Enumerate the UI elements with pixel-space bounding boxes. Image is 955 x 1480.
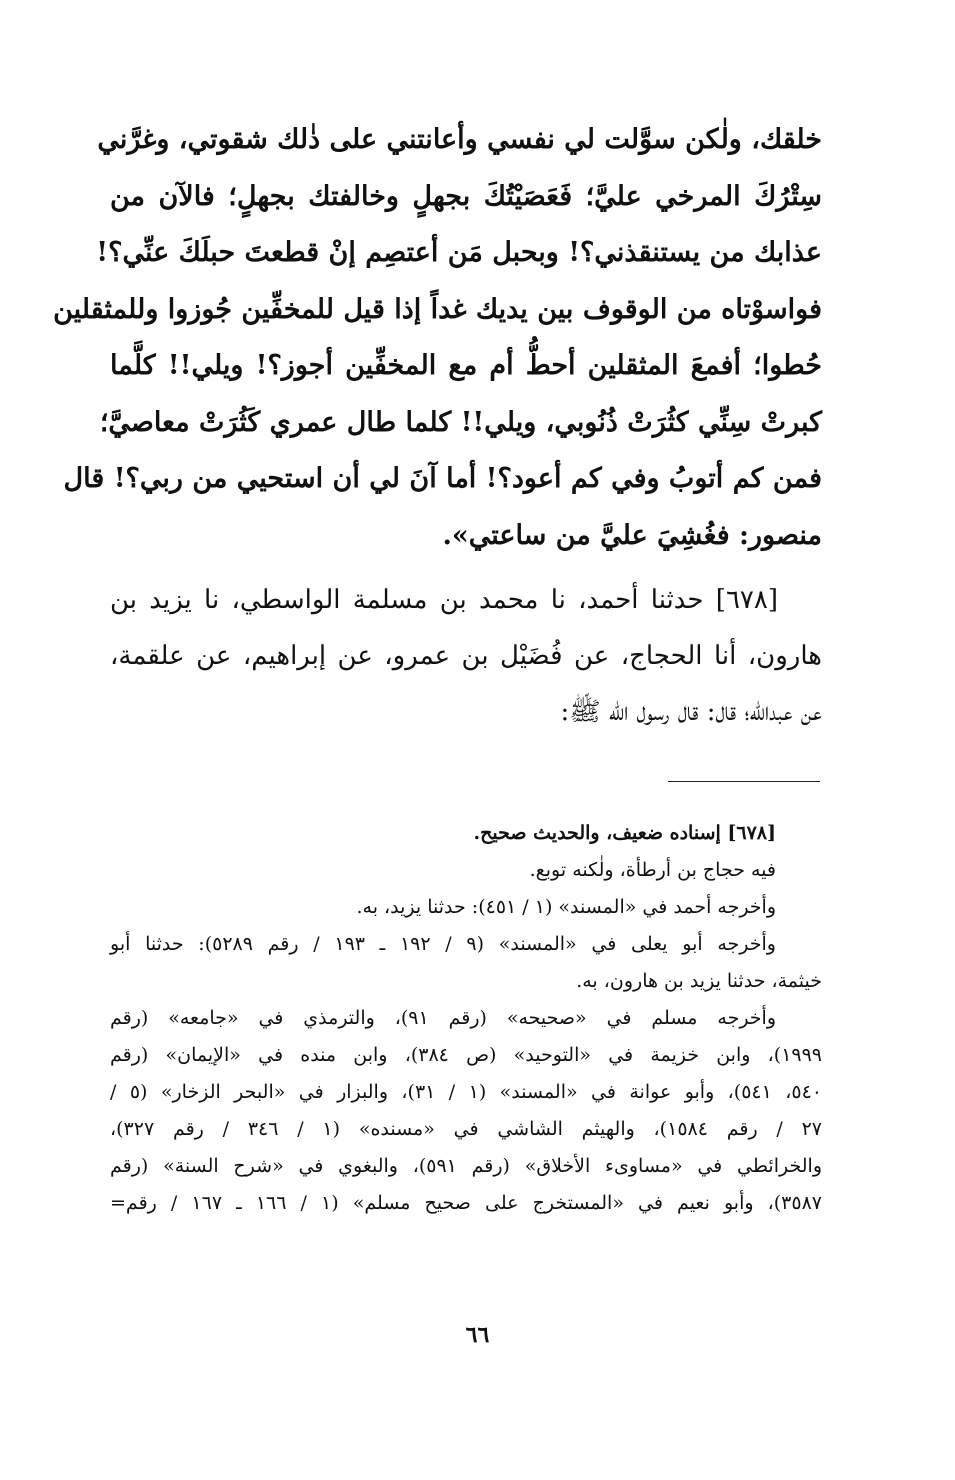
footnote-line: ٥٤٠، ٥٤١)، وأبو عوانة في «المسند» (١ / ٣١)، والبزار في «البحر الزخار» (٥ /: [110, 1081, 822, 1103]
footnote-line: فيه حجاج بن أرطأة، ولٰكنه توبع.: [529, 859, 776, 881]
main-line: سِتْرُكَ المرخي عليَّ؛ فَعَصَيْتُكَ بجهلٍ وخالفتك بجهلٍ؛ فالآن من: [110, 180, 822, 212]
main-text: [53, 112, 822, 564]
hadith-line: عن عبدالله؛ قال: قال رسول الله ﷺ:: [560, 697, 822, 727]
hadith-line: [٦٧٨] حدثنا أحمد، نا محمد بن مسلمة الواسطي، نا يزيد بن: [110, 585, 778, 615]
hadith-paragraph: [110, 572, 822, 740]
footnote-line: ٢٧ / رقم ١٥٨٤)، والهيثم الشاشي في «مسنده» (١ / ٣٤٦ / رقم ٣٢٧)،: [110, 1118, 822, 1140]
page-body: [53, 112, 822, 740]
main-line: فمن كم أتوبُ وفي كم أعود؟! أما آنَ لي أن استحيي من ربي؟! قال: [63, 463, 822, 494]
hadith-line: هارون، أنا الحجاج، عن فُضَيْل بن عمرو، عن إبراهيم، عن علقمة،: [110, 641, 822, 671]
footnote-divider: [668, 781, 820, 782]
main-line: فواسوْتاه من الوقوف بين يديك غداً إذا قيل للمخفِّين جُوزوا وللمثقلين: [53, 293, 822, 325]
footnote-line: ١٩٩٩)، وابن خزيمة في «التوحيد» (ص ٣٨٤)، وابن منده في «الإيمان» (رقم: [110, 1044, 823, 1066]
footnote-line: ٣٥٨٧)، وأبو نعيم في «المستخرج على صحيح مسلم» (١ / ١٦٦ ـ ١٦٧ / رقم=: [110, 1192, 822, 1214]
footnotes: [110, 815, 822, 1222]
footnote-line: خيثمة، حدثنا يزيد بن هارون، به.: [576, 970, 822, 992]
footnote-line: وأخرجه أبو يعلى في «المسند» (٩ / ١٩٢ ـ ١٩٣ / رقم ٥٢٨٩): حدثنا أبو: [110, 933, 776, 955]
page-number: ٦٦: [465, 1322, 490, 1348]
main-line: خلقك، ولٰكن سوَّلت لي نفسي وأعانتني على ذٰلك شقوتي، وغرَّني: [97, 124, 822, 155]
main-line: كبرتْ سِنِّي كثُرَتْ ذُنُوبي، ويلي!! كلما طال عمري كَثُرَتْ معاصيَّ؛: [99, 406, 822, 438]
footnote-line: وأخرجه مسلم في «صحيحه» (رقم ٩١)، والترمذي في «جامعه» (رقم: [110, 1007, 776, 1029]
main-line: عذابك من يستنقذني؟! وبحبل مَن أعتصِم إنْ قطعتَ حبلَكَ عنِّي؟!: [96, 237, 822, 268]
main-line: حُطوا؛ أفمعَ المثقلين أحطُّ أم مع المخفِّين أجوز؟! ويلي!! كلَّما: [110, 350, 822, 381]
footnote-heading: [٦٧٨] إسناده ضعيف، والحديث صحيح.: [473, 822, 776, 844]
footnote-line: وأخرجه أحمد في «المسند» (١ / ٤٥١): حدثنا يزيد، به.: [356, 896, 776, 918]
main-line: منصور: فغُشِيَ عليَّ من ساعتي».: [442, 519, 822, 551]
footnote-line: والخرائطي في «مساوىء الأخلاق» (رقم ٥٩١)، والبغوي في «شرح السنة» (رقم: [110, 1155, 822, 1177]
